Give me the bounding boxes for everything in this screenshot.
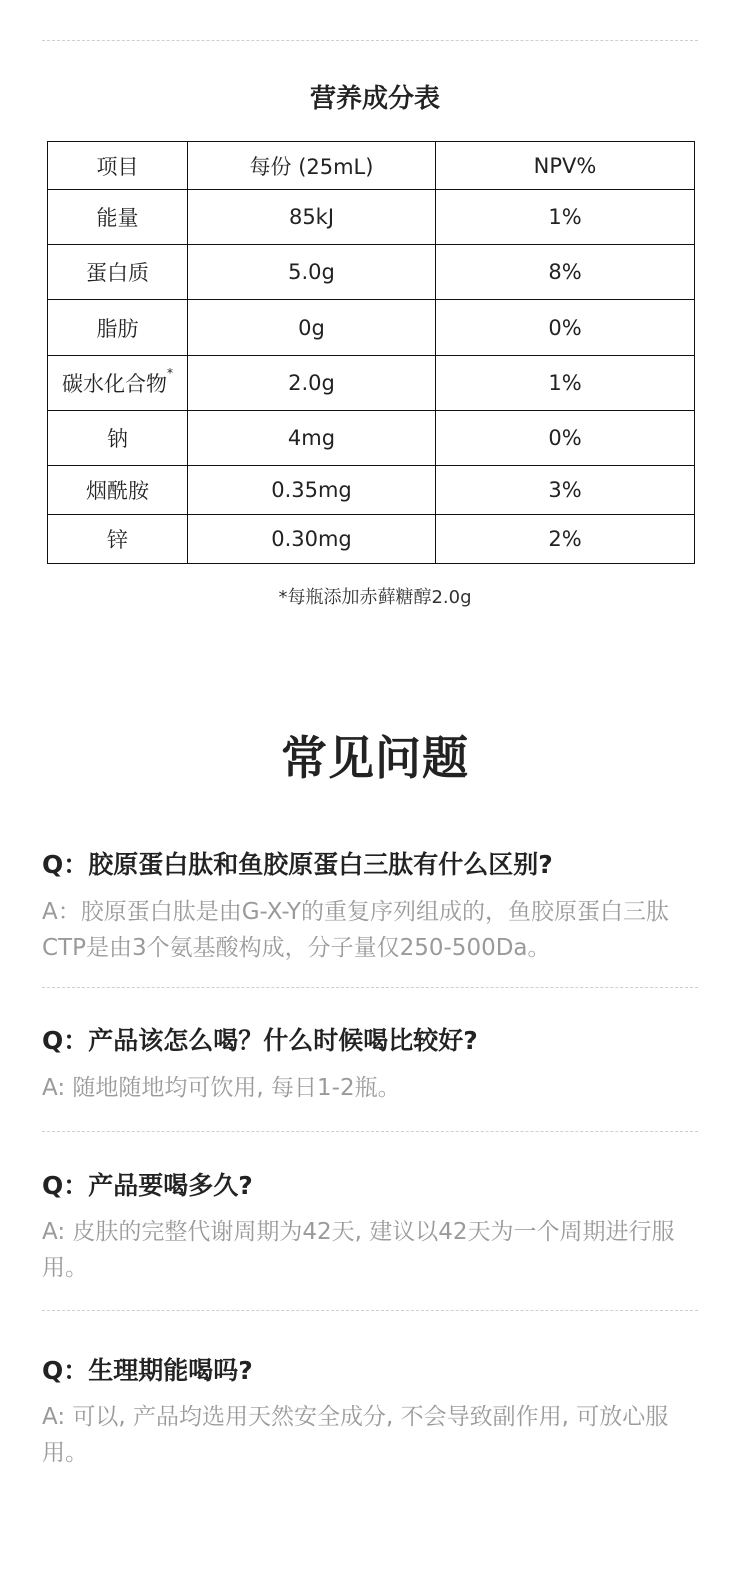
row-item: 锌: [48, 515, 188, 564]
table-header-row: [48, 142, 695, 190]
row-per-serving: 4mg: [188, 411, 436, 466]
row-item: 能量: [48, 190, 188, 245]
faq-question: Q：产品要喝多久?: [42, 1171, 253, 1200]
nutrition-table: [47, 141, 695, 564]
faq-divider: [42, 987, 698, 988]
faq-question: Q：胶原蛋白肽和鱼胶原蛋白三肽有什么区别?: [42, 850, 553, 879]
faq-question: Q：产品该怎么喝？什么时候喝比较好?: [42, 1026, 478, 1055]
footnote-mark: *: [167, 366, 173, 380]
row-npv: 0%: [436, 300, 695, 356]
faq-answer: A: 随地随地均可饮用, 每日1-2瓶。: [42, 1075, 401, 1101]
faq-divider: [42, 1131, 698, 1132]
table-row: [48, 190, 695, 245]
faq-question: Q：生理期能喝吗?: [42, 1356, 253, 1385]
table-row: [48, 356, 695, 411]
faq-answer: A: 皮肤的完整代谢周期为42天, 建议以42天为一个周期进行服用。: [42, 1219, 675, 1281]
header-npv: NPV%: [436, 142, 695, 190]
header-item: 项目: [48, 142, 188, 190]
row-item: 钠: [48, 411, 188, 466]
top-divider: [42, 40, 698, 41]
row-per-serving: 85kJ: [188, 190, 436, 245]
faq-title: 常见问题: [281, 731, 469, 785]
header-per-serving: 每份 (25mL): [188, 142, 436, 190]
faq-answer: A: 可以, 产品均选用天然安全成分, 不会导致副作用, 可放心服用。: [42, 1404, 669, 1466]
row-item: 蛋白质: [48, 245, 188, 300]
table-row: [48, 411, 695, 466]
row-item-text: 碳水化合物: [62, 372, 167, 396]
faq-divider: [42, 1310, 698, 1311]
row-npv: 8%: [436, 245, 695, 300]
row-per-serving: 0.35mg: [188, 466, 436, 515]
row-per-serving: 0g: [188, 300, 436, 356]
faq-answer: A：胶原蛋白肽是由G-X-Y的重复序列组成的，鱼胶原蛋白三肽CTP是由3个氨基酸构成，分子量仅250-500Da。: [42, 899, 669, 961]
table-row: [48, 245, 695, 300]
nutrition-footnote: *每瓶添加赤藓糖醇2.0g: [278, 587, 472, 608]
row-npv: 3%: [436, 466, 695, 515]
table-row: [48, 466, 695, 515]
row-per-serving: 2.0g: [188, 356, 436, 411]
row-npv: 1%: [436, 190, 695, 245]
row-npv: 0%: [436, 411, 695, 466]
row-npv: 1%: [436, 356, 695, 411]
table-row: [48, 300, 695, 356]
row-per-serving: 5.0g: [188, 245, 436, 300]
table-row: [48, 515, 695, 564]
row-item: 脂肪: [48, 300, 188, 356]
row-per-serving: 0.30mg: [188, 515, 436, 564]
row-item: 烟酰胺: [48, 466, 188, 515]
nutrition-table-title: 营养成分表: [309, 84, 440, 114]
row-npv: 2%: [436, 515, 695, 564]
row-item: [48, 356, 188, 411]
